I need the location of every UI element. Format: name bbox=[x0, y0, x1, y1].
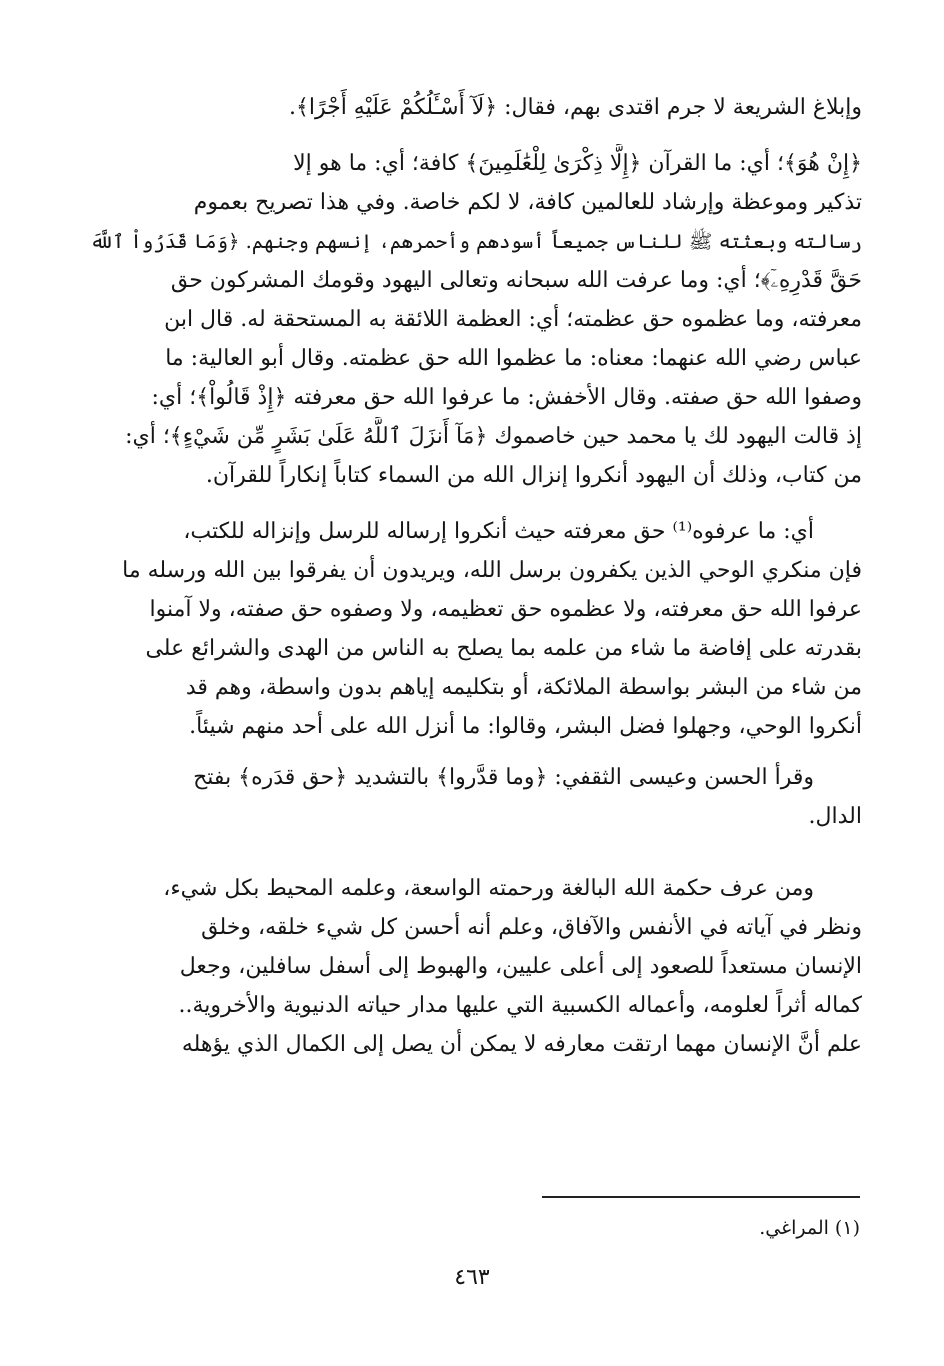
text-line: فإن منكري الوحي الذين يكفرون برسل الله، ويريدون أن يفرقوا بين الله ورسله ما bbox=[122, 558, 862, 583]
text-line: كماله أثراً لعلومه، وأعماله الكسبية التي عليها مدار حياته الدنيوية والأخروية.. bbox=[178, 993, 862, 1018]
footnote: (١) المراغي. bbox=[759, 1217, 860, 1239]
paragraph-4 bbox=[84, 758, 862, 836]
paragraph-1 bbox=[84, 88, 862, 127]
text-line: الإنسان مستعداً للصعود إلى أعلى عليين، والهبوط إلى أسفل سافلين، وجعل bbox=[179, 954, 862, 979]
text-line: تذكير وموعظة وإرشاد للعالمين كافة، لا لكم خاصة. وفي هذا تصريح بعموم bbox=[193, 190, 862, 215]
text-line: أي: ما عرفوه⁽¹⁾ حق معرفته حيث أنكروا إرساله للرسل وإنزاله للكتب، bbox=[183, 519, 814, 544]
text-line: ونظر في آياته في الأنفس والآفاق، وعلم أنه أحسن كل شيء خلقه، وخلق bbox=[201, 915, 862, 940]
text-line: وإبلاغ الشريعة لا جرم اقتدى بهم، فقال: ﴿لَآ أَسْـَٔلُكُمْ عَلَيْهِ أَجْرًا﴾. bbox=[288, 95, 862, 120]
paragraph-2 bbox=[84, 144, 862, 495]
text-line: علم أنَّ الإنسان مهما ارتقت معارفه لا يمكن أن يصل إلى الكمال الذي يؤهله bbox=[181, 1032, 862, 1057]
page-body bbox=[84, 88, 862, 1064]
paragraph-3 bbox=[84, 512, 862, 746]
text-line: من شاء من البشر بواسطة الملائكة، أو بتكليمه إياهم بدون واسطة، وهم قد bbox=[185, 675, 862, 700]
text-line: أنكروا الوحي، وجهلوا فضل البشر، وقالوا: ما أنزل الله على أحد منهم شيئاً. bbox=[189, 714, 862, 739]
text-line: وصفوا الله حق صفته. وقال الأخفش: ما عرفوا الله حق معرفته ﴿إِذْ قَالُواْ﴾؛ أي: bbox=[151, 385, 862, 410]
text-line: ﴿إِنْ هُوَ﴾؛ أي: ما القرآن ﴿إِلَّا ذِكْرَىٰ لِلْعَٰلَمِينَ﴾ كافة؛ أي: ما هو إلا bbox=[293, 151, 862, 176]
text-line: وقرأ الحسن وعيسى الثقفي: ﴿وما قدَّروا﴾ بالتشديد ﴿حق قدَره﴾ بفتح bbox=[193, 765, 814, 790]
footnote-divider bbox=[542, 1196, 860, 1198]
text-line: حَقَّ قَدْرِهِۦٓ﴾؛ أي: وما عرفت الله سبحانه وتعالى اليهود وقومك المشركون حق bbox=[170, 268, 862, 293]
page-number: ٤٦٣ bbox=[454, 1265, 490, 1290]
text-line: الدال. bbox=[808, 804, 862, 829]
text-line: عباس رضي الله عنهما: معناه: ما عظموا الله حق عظمته. وقال أبو العالية: ما bbox=[165, 346, 862, 371]
text-line: رسالته وبعثته ﷺ للناس جميعاً أسودهم وأحمرهم، إنسهم وجنهم. ﴿وَمَا قَدَرُواْ ٱللَّهَ bbox=[89, 230, 862, 253]
text-line: بقدرته على إفاضة ما شاء من علمه بما يصلح به الناس من الهدى والشرائع على bbox=[145, 636, 862, 661]
text-line: إذ قالت اليهود لك يا محمد حين خاصموك ﴿مَآ أَنزَلَ ٱللَّهُ عَلَىٰ بَشَرٍ مِّن شَيْءٍ﴾؛ أي: bbox=[125, 424, 862, 449]
text-line: عرفوا الله حق معرفته، ولا عظموه حق تعظيمه، ولا وصفوه حق صفته، ولا آمنوا bbox=[149, 597, 862, 622]
text-line: ومن عرف حكمة الله البالغة ورحمته الواسعة، وعلمه المحيط بكل شيء، bbox=[163, 876, 814, 901]
paragraph-5 bbox=[84, 869, 862, 1064]
text-line: معرفته، وما عظموه حق عظمته؛ أي: العظمة اللائقة به المستحقة له. قال ابن bbox=[164, 307, 862, 332]
text-line: من كتاب، وذلك أن اليهود أنكروا إنزال الله من السماء كتاباً إنكاراً للقرآن. bbox=[205, 463, 862, 488]
